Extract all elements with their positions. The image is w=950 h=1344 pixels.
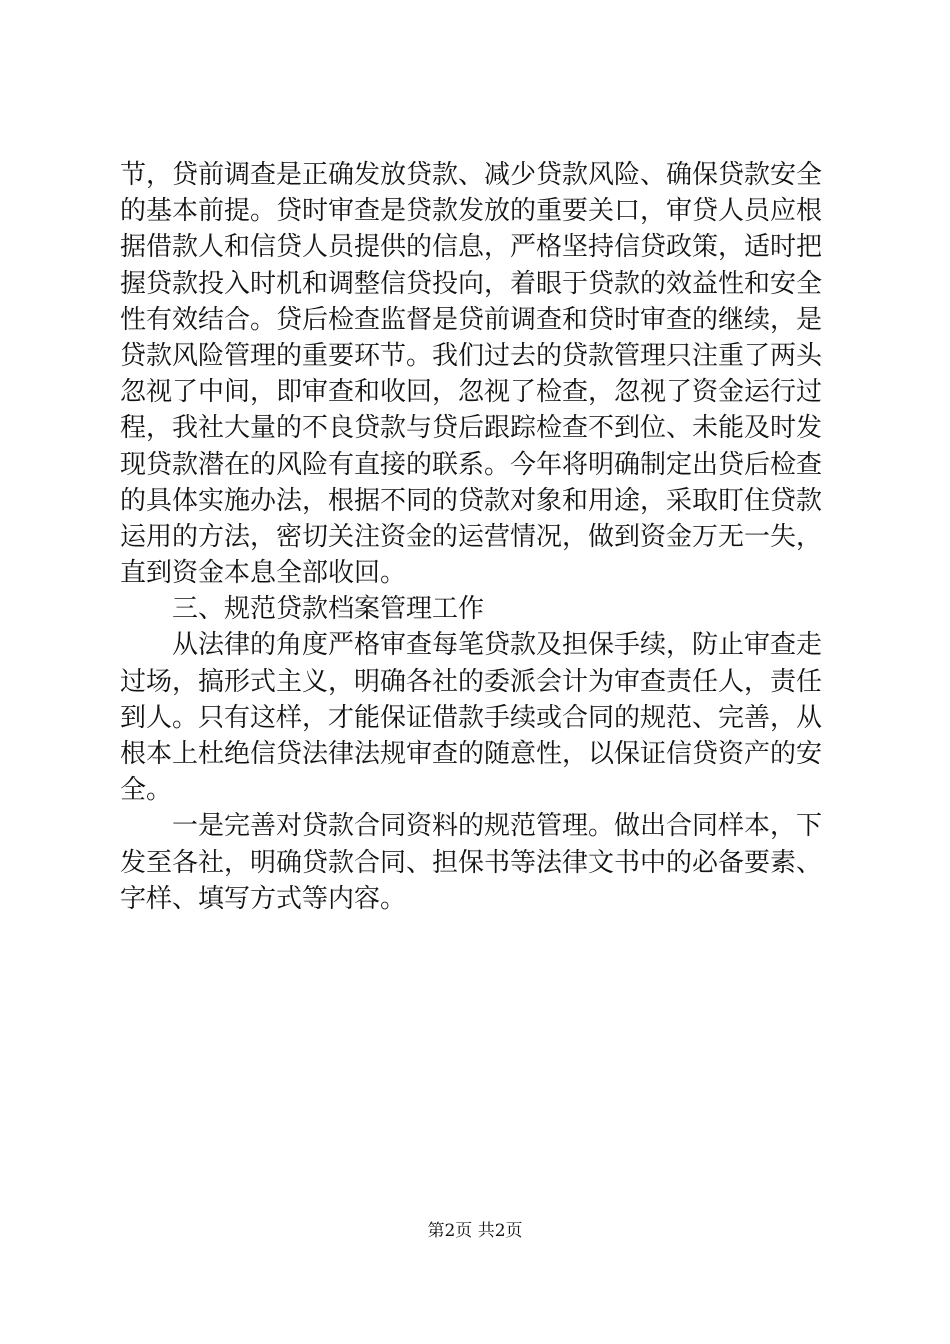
text-line: 据借款人和信贷人员提供的信息，严格坚持信贷政策，适时把 [120,232,823,263]
text-line: 从法律的角度严格审查每笔贷款及担保手续，防止审查走 [120,630,823,661]
text-line: 贷款风险管理的重要环节。我们过去的贷款管理只注重了两头 [120,340,823,371]
text-line: 现贷款潜在的风险有直接的联系。今年将明确制定出贷后检查 [120,449,823,480]
text-line: 握贷款投入时机和调整信贷投向，着眼于贷款的效益性和安全 [120,268,823,299]
text-line: 全。 [120,775,173,806]
text-line: 过场，搞形式主义，明确各社的委派会计为审查责任人，责任 [120,666,823,697]
text-line: 运用的方法，密切关注资金的运营情况，做到资金万无一失， [120,521,823,552]
page-footer [0,1216,950,1241]
page-number-label: 第2页 共2页 [427,1221,523,1241]
text-line: 根本上杜绝信贷法律法规审查的随意性，以保证信贷资产的安 [120,739,823,769]
text-line: 的基本前提。贷时审查是贷款发放的重要关口，审贷人员应根 [120,196,823,227]
text-line: 忽视了中间，即审查和收回，忽视了检查，忽视了资金运行过 [120,377,823,408]
text-line: 程，我社大量的不良贷款与贷后跟踪检查不到位、未能及时发 [120,413,823,444]
document-body [120,157,840,917]
text-line: 字样、填写方式等内容。 [120,883,407,914]
section-heading: 三、规范贷款档案管理工作 [120,594,485,625]
text-line: 节，贷前调查是正确发放贷款、减少贷款风险、确保贷款安全 [120,160,823,190]
text-line: 性有效结合。贷后检查监督是贷前调查和贷时审查的继续，是 [120,304,823,335]
text-line: 发至各社，明确贷款合同、担保书等法律文书中的必备要素、 [120,847,823,878]
text-line: 一是完善对贷款合同资料的规范管理。做出合同样本，下 [120,811,823,842]
text-line: 到人。只有这样，才能保证借款手续或合同的规范、完善，从 [120,702,823,733]
text-line: 直到资金本息全部收回。 [120,558,407,589]
text-line: 的具体实施办法，根据不同的贷款对象和用途，采取盯住贷款 [120,485,823,516]
